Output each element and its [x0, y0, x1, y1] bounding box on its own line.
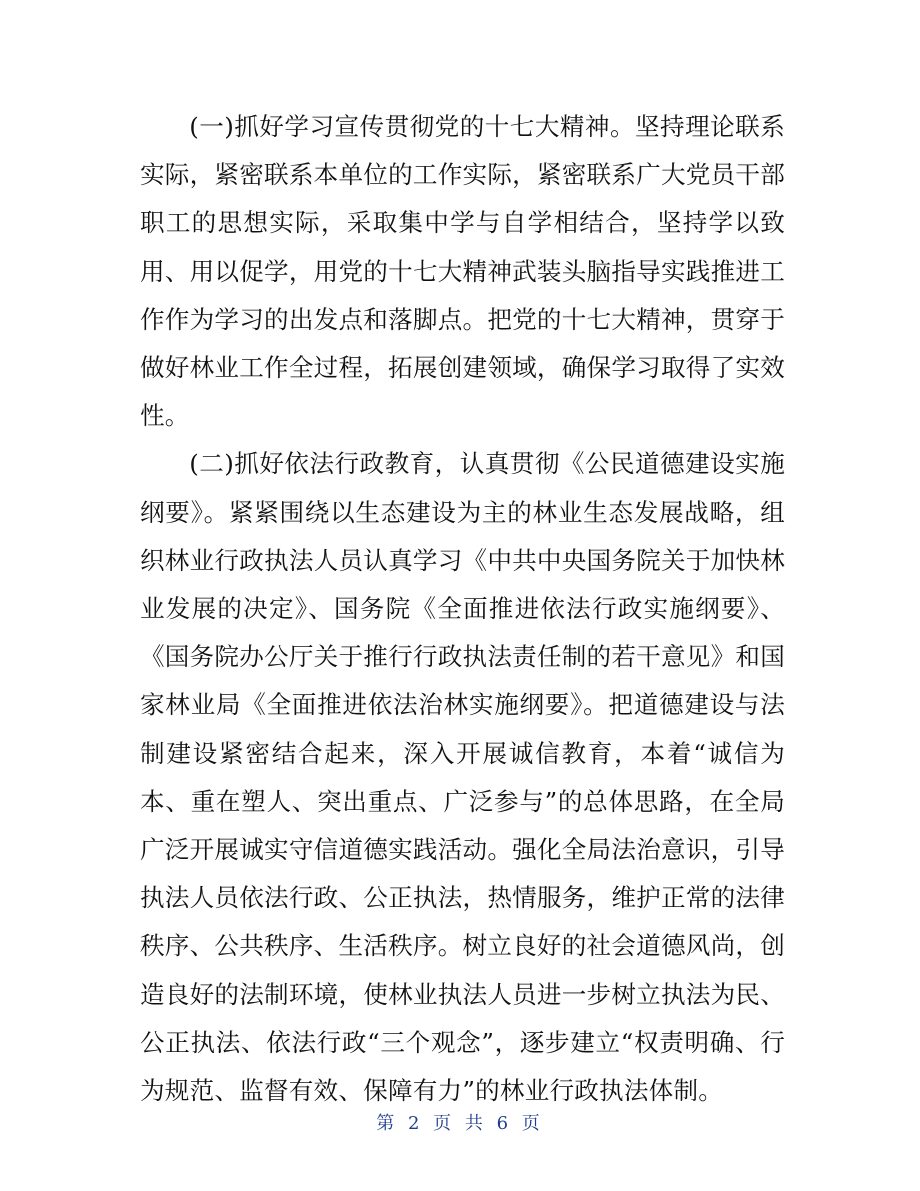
paragraph-law-administration-education: (二)抓好依法行政教育，认真贯彻《公民道德建设实施纲要》。紧紧围绕以生态建设为主的林业生态发展战略，组织林业行政执法人员认真学习《中共中央国务院关于加快林业发展的决定》、国务院《全面推进依法行政实施纲要》、《国务院办公厅关于推行行政执法责任制的若干意见》和国家林业局《全面推进依法治林实施纲要》。把道德建设与法制建设紧密结合起来，深入开展诚信教育，本着“诚信为本、重在塑人、突出重点、广泛参与”的总体思路，在全局广泛开展诚实守信道德实践活动。强化全局法治意识，引导执法人员依法行政、公正执法，热情服务，维护正常的法律秩序、公共秩序、生活秩序。树立良好的社会道德风尚，创造良好的法制环境，使林业执法人员进一步树立执法为民、公正执法、依法行政“三个观念”，逐步建立“权责明确、行为规范、监督有效、保障有力”的林业行政执法体制。: [140, 449, 785, 1106]
paragraph-study-17th-congress: (一)抓好学习宣传贯彻党的十七大精神。坚持理论联系实际，紧密联系本单位的工作实际，紧密联系广大党员干部职工的思想实际，采取集中学与自学相结合，坚持学以致用、用以促学，用党的十七大精神武装头脑指导实践推进工作作为学习的出发点和落脚点。把党的十七大精神，贯穿于做好林业工作全过程，拓展创建领域，确保学习取得了实效性。: [140, 112, 785, 431]
page-number-footer: 第 2 页 共 6 页: [376, 1113, 544, 1134]
document-body: [140, 103, 785, 1115]
